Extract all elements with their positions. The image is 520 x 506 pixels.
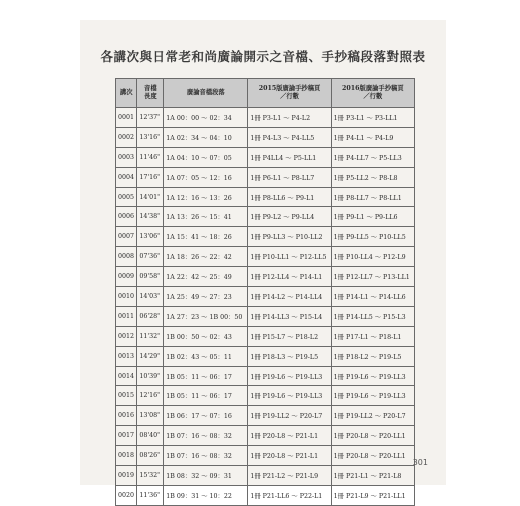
cell-lecture-no: 0017 — [116, 426, 137, 446]
cell-audio-segment: 1A 13：26 ～ 15：41 — [164, 207, 248, 227]
cell-lecture-no: 0006 — [116, 207, 137, 227]
cell-audio-length: 08'40" — [137, 426, 164, 446]
cell-audio-length: 17'16" — [137, 167, 164, 187]
cell-lecture-no: 0020 — [116, 485, 137, 505]
cell-audio-length: 07'36" — [137, 247, 164, 267]
cell-2016-page: 1冊 P9-L1 ～ P9-LL6 — [331, 207, 414, 227]
cell-lecture-no: 0013 — [116, 346, 137, 366]
cell-2016-page: 1冊 P5-LL2 ～ P8-L8 — [331, 167, 414, 187]
cell-lecture-no: 0004 — [116, 167, 137, 187]
cell-audio-length: 12'37" — [137, 108, 164, 128]
cell-lecture-no: 0001 — [116, 108, 137, 128]
cell-2016-page: 1冊 P20-L8 ～ P20-LL1 — [331, 426, 414, 446]
header-audio-length-line1: 音檔 — [144, 85, 157, 92]
cell-2016-page: 1冊 P21-L9 ～ P21-LL1 — [331, 485, 414, 505]
table-row — [116, 346, 415, 366]
table-row — [116, 287, 415, 307]
cell-audio-length: 06'28" — [137, 306, 164, 326]
cell-2015-page: 1冊 P19-L6 ～ P19-LL3 — [248, 366, 331, 386]
cell-audio-segment: 1A 04：10 ～ 07：05 — [164, 147, 248, 167]
cell-audio-length: 11'46" — [137, 147, 164, 167]
cell-2016-page: 1冊 P10-LL4 ～ P12-L9 — [331, 247, 414, 267]
cell-audio-length: 14'03" — [137, 287, 164, 307]
cell-lecture-no: 0019 — [116, 466, 137, 486]
cell-2015-page: 1冊 P21-L2 ～ P21-L9 — [248, 466, 331, 486]
cell-2015-page: 1冊 P21-LL6 ～ P22-L1 — [248, 485, 331, 505]
cell-audio-segment: 1B 07：16 ～ 08：32 — [164, 426, 248, 446]
cell-audio-segment: 1B 05：11 ～ 06：17 — [164, 366, 248, 386]
table-row — [116, 485, 415, 505]
cell-lecture-no: 0015 — [116, 386, 137, 406]
header-audio-segment: 廣論音檔段落 — [164, 79, 248, 108]
cell-2015-page: 1冊 P19-L6 ～ P19-LL3 — [248, 386, 331, 406]
cell-2016-page: 1冊 P4-L1 ～ P4-L9 — [331, 127, 414, 147]
cell-audio-segment: 1A 18：26 ～ 22：42 — [164, 247, 248, 267]
cell-audio-length: 13'08" — [137, 406, 164, 426]
book-page — [80, 20, 446, 500]
cell-2015-page: 1冊 P14-LL3 ～ P15-L4 — [248, 306, 331, 326]
header-2016-edition — [331, 79, 414, 108]
cell-lecture-no: 0018 — [116, 446, 137, 466]
table-header-row — [116, 79, 415, 108]
table-row — [116, 167, 415, 187]
cell-lecture-no: 0002 — [116, 127, 137, 147]
cell-lecture-no: 0011 — [116, 306, 137, 326]
cell-audio-segment: 1A 15：41 ～ 18：26 — [164, 227, 248, 247]
cell-lecture-no: 0005 — [116, 187, 137, 207]
cell-2016-page: 1冊 P4-LL7 ～ P5-LL3 — [331, 147, 414, 167]
cell-audio-length: 14'01" — [137, 187, 164, 207]
cell-audio-length: 15'32" — [137, 466, 164, 486]
cell-2015-page: 1冊 P14-L2 ～ P14-LL4 — [248, 287, 331, 307]
cell-lecture-no: 0012 — [116, 326, 137, 346]
cell-audio-length: 11'32" — [137, 326, 164, 346]
cell-audio-length: 14'38" — [137, 207, 164, 227]
cell-audio-length: 09'58" — [137, 267, 164, 287]
cell-2015-page: 1冊 P4-L3 ～ P4-LL5 — [248, 127, 331, 147]
header-audio-length-line2: 長度 — [144, 93, 157, 100]
table-row — [116, 326, 415, 346]
cell-lecture-no: 0007 — [116, 227, 137, 247]
table-row — [116, 207, 415, 227]
cell-2016-page: 1冊 P17-L1 ～ P18-L1 — [331, 326, 414, 346]
cell-2016-page: 1冊 P8-LL7 ～ P8-LL1 — [331, 187, 414, 207]
cell-lecture-no: 0003 — [116, 147, 137, 167]
header-2015-edition — [248, 79, 331, 108]
cell-2015-page: 1冊 P18-L3 ～ P19-L5 — [248, 346, 331, 366]
page-title: 各講次與日常老和尚廣論開示之音檔、手抄稿段落對照表 — [100, 49, 426, 64]
cell-audio-length: 14'29" — [137, 346, 164, 366]
cell-audio-length: 12'16" — [137, 386, 164, 406]
table-row — [116, 386, 415, 406]
cell-2015-page: 1冊 P15-L7 ～ P18-L2 — [248, 326, 331, 346]
header-2015-line2: ／行數 — [280, 93, 299, 100]
page-number: 301 — [412, 458, 428, 467]
table-row — [116, 147, 415, 167]
table-row — [116, 306, 415, 326]
cell-2016-page: 1冊 P18-L2 ～ P19-L5 — [331, 346, 414, 366]
cell-lecture-no: 0008 — [116, 247, 137, 267]
table-row — [116, 127, 415, 147]
cell-audio-segment: 1A 25：49 ～ 27：23 — [164, 287, 248, 307]
cell-2015-page: 1冊 P10-LL1 ～ P12-LL5 — [248, 247, 331, 267]
header-2016-line1: 2016版廣論手抄稿頁 — [342, 85, 404, 92]
cell-audio-segment: 1A 12：16 ～ 13：26 — [164, 187, 248, 207]
cell-audio-length: 08'26" — [137, 446, 164, 466]
table-row — [116, 406, 415, 426]
header-lecture: 講次 — [116, 79, 137, 108]
cell-2015-page: 1冊 P12-LL4 ～ P14-L1 — [248, 267, 331, 287]
header-2016-line2: ／行數 — [363, 93, 383, 100]
cell-2016-page: 1冊 P3-L1 ～ P3-LL1 — [331, 108, 414, 128]
header-2015-line1: 2015版廣論手抄稿頁 — [258, 85, 321, 92]
cell-audio-segment: 1A 22：42 ～ 25：49 — [164, 267, 248, 287]
cell-audio-length: 10'39" — [137, 366, 164, 386]
table-row — [116, 108, 415, 128]
cell-audio-segment: 1B 06：17 ～ 07：16 — [164, 406, 248, 426]
cell-2015-page: 1冊 P20-L8 ～ P21-L1 — [248, 426, 331, 446]
cell-2016-page: 1冊 P21-L1 ～ P21-L8 — [331, 466, 414, 486]
cell-audio-segment: 1B 09：31 ～ 10：22 — [164, 485, 248, 505]
cell-lecture-no: 0016 — [116, 406, 137, 426]
cell-2016-page: 1冊 P19-L6 ～ P19-LL3 — [331, 386, 414, 406]
cell-audio-segment: 1A 00：00 ～ 02：34 — [164, 108, 248, 128]
cell-2016-page: 1冊 P9-LL5 ～ P10-LL5 — [331, 227, 414, 247]
cell-audio-segment: 1A 27：23 ～ 1B 00：50 — [164, 306, 248, 326]
table-row — [116, 466, 415, 486]
cell-lecture-no: 0014 — [116, 366, 137, 386]
cell-2015-page: 1冊 P19-LL2 ～ P20-L7 — [248, 406, 331, 426]
cell-2016-page: 1冊 P19-LL2 ～ P20-L7 — [331, 406, 414, 426]
cell-2015-page: 1冊 P3-L1 ～ P4-L2 — [248, 108, 331, 128]
cell-2016-page: 1冊 P14-L1 ～ P14-LL6 — [331, 287, 414, 307]
cell-audio-length: 13'06" — [137, 227, 164, 247]
table-row — [116, 446, 415, 466]
cell-2016-page: 1冊 P14-LL5 ～ P15-L3 — [331, 306, 414, 326]
cell-2015-page: 1冊 P9-LL3 ～ P10-LL2 — [248, 227, 331, 247]
cell-audio-segment: 1B 05：11 ～ 06：17 — [164, 386, 248, 406]
lecture-reference-table — [115, 78, 415, 506]
cell-audio-segment: 1A 07：05 ～ 12：16 — [164, 167, 248, 187]
cell-2016-page: 1冊 P12-LL7 ～ P13-LL1 — [331, 267, 414, 287]
table-row — [116, 227, 415, 247]
table-row — [116, 366, 415, 386]
cell-audio-length: 11'36" — [137, 485, 164, 505]
cell-audio-segment: 1A 02：34 ～ 04：10 — [164, 127, 248, 147]
cell-2015-page: 1冊 P4LL4 ～ P5-LL1 — [248, 147, 331, 167]
cell-2015-page: 1冊 P20-L8 ～ P21-L1 — [248, 446, 331, 466]
cell-2016-page: 1冊 P20-L8 ～ P20-LL1 — [331, 446, 414, 466]
table-row — [116, 187, 415, 207]
cell-audio-length: 13'16" — [137, 127, 164, 147]
cell-2015-page: 1冊 P9-L2 ～ P9-LL4 — [248, 207, 331, 227]
table-row — [116, 247, 415, 267]
cell-audio-segment: 1B 08：32 ～ 09：31 — [164, 466, 248, 486]
cell-2015-page: 1冊 P8-LL6 ～ P9-L1 — [248, 187, 331, 207]
cell-audio-segment: 1B 02：43 ～ 05：11 — [164, 346, 248, 366]
cell-lecture-no: 0009 — [116, 267, 137, 287]
cell-lecture-no: 0010 — [116, 287, 137, 307]
header-audio-length — [137, 79, 164, 108]
cell-2015-page: 1冊 P6-L1 ～ P8-LL7 — [248, 167, 331, 187]
table-row — [116, 426, 415, 446]
cell-audio-segment: 1B 00：50 ～ 02：43 — [164, 326, 248, 346]
cell-audio-segment: 1B 07：16 ～ 08：32 — [164, 446, 248, 466]
table-row — [116, 267, 415, 287]
cell-2016-page: 1冊 P19-L6 ～ P19-LL3 — [331, 366, 414, 386]
